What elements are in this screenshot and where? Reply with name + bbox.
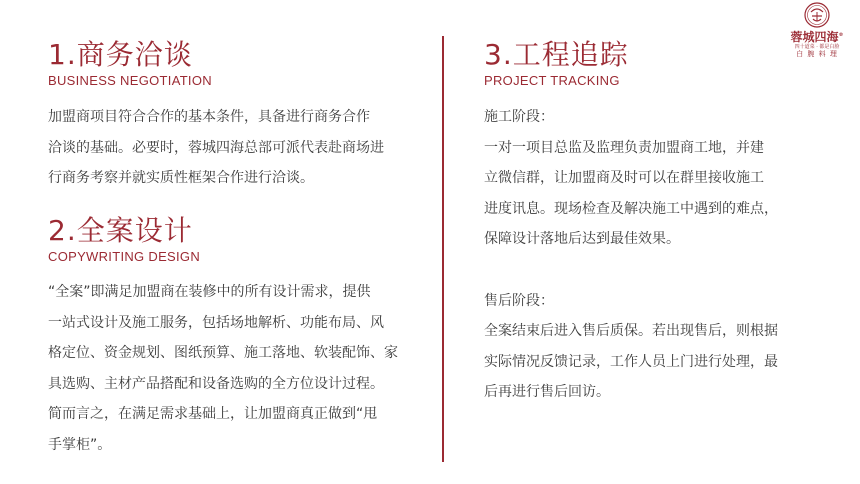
paragraph-line: 行商务考察并就实质性框架合作进行洽谈。	[48, 170, 314, 186]
paragraph-line: 进度讯息。现场检查及解决施工中遇到的难点，	[484, 200, 778, 217]
stage-paragraph-construction	[484, 133, 778, 255]
paragraph-line: 格定位、资金规划、图纸预算、施工落地、软装配饰、家	[48, 345, 398, 361]
section-subtitle: PROJECT TRACKING	[484, 73, 620, 88]
stage-paragraph-after-sales	[484, 316, 778, 408]
paragraph-line: 立微信群，让加盟商及时可以在群里接收施工	[484, 170, 764, 186]
section-paragraph	[48, 102, 384, 194]
section-subtitle: BUSINESS NEGOTIATION	[48, 73, 212, 88]
logo-subtitle: 白 腕 料 理	[796, 50, 838, 58]
paragraph-line: 具选购、主材产品搭配和设备选购的全方位设计过程。	[48, 375, 384, 392]
paragraph-line: 保障设计落地后达到最佳效果。	[484, 231, 680, 247]
vertical-divider	[442, 36, 444, 462]
logo-tagline: 四十道菜 · 都是白脸	[794, 44, 840, 50]
section-subtitle: COPYWRITING DESIGN	[48, 249, 201, 264]
paragraph-line: 一站式设计及施工服务，包括场地解析、功能布局、风	[48, 314, 384, 331]
brand-logo	[786, 2, 848, 64]
paragraph-line: 全案结束后进入售后质保。若出现售后，则根据	[484, 323, 778, 339]
spacer	[484, 255, 778, 286]
section-title: 3.工程追踪	[484, 38, 629, 71]
section-title: 1.商务洽谈	[48, 38, 193, 71]
paragraph-line: 洽谈的基础。必要时，蓉城四海总部可派代表赴商场进	[48, 139, 384, 156]
paragraph-line: “全案”即满足加盟商在装修中的所有设计需求，提供	[48, 284, 371, 300]
section-business-negotiation	[48, 38, 384, 194]
paragraph-line: 手掌柜”。	[48, 436, 112, 453]
paragraph-line: 后再进行售后回访。	[484, 384, 610, 400]
paragraph-line: 实际情况反馈记录，工作人员上门进行处理，最	[484, 353, 778, 370]
section-paragraph	[48, 277, 398, 460]
stage-label-construction: 施工阶段：	[484, 109, 554, 125]
logo-emblem-icon	[804, 2, 830, 28]
paragraph-line: 一对一项目总监及监理负责加盟商工地，并建	[484, 139, 764, 156]
section-copywriting-design	[48, 214, 398, 460]
paragraph-line: 加盟商项目符合合作的基本条件，具备进行商务合作	[48, 109, 370, 125]
section-title: 2.全案设计	[48, 214, 193, 247]
section-project-tracking	[484, 38, 778, 408]
logo-name: 蓉城四海®	[790, 30, 844, 44]
stage-label-after-sales: 售后阶段：	[484, 292, 554, 309]
paragraph-line: 简而言之，在满足需求基础上，让加盟商真正做到“甩	[48, 406, 378, 422]
